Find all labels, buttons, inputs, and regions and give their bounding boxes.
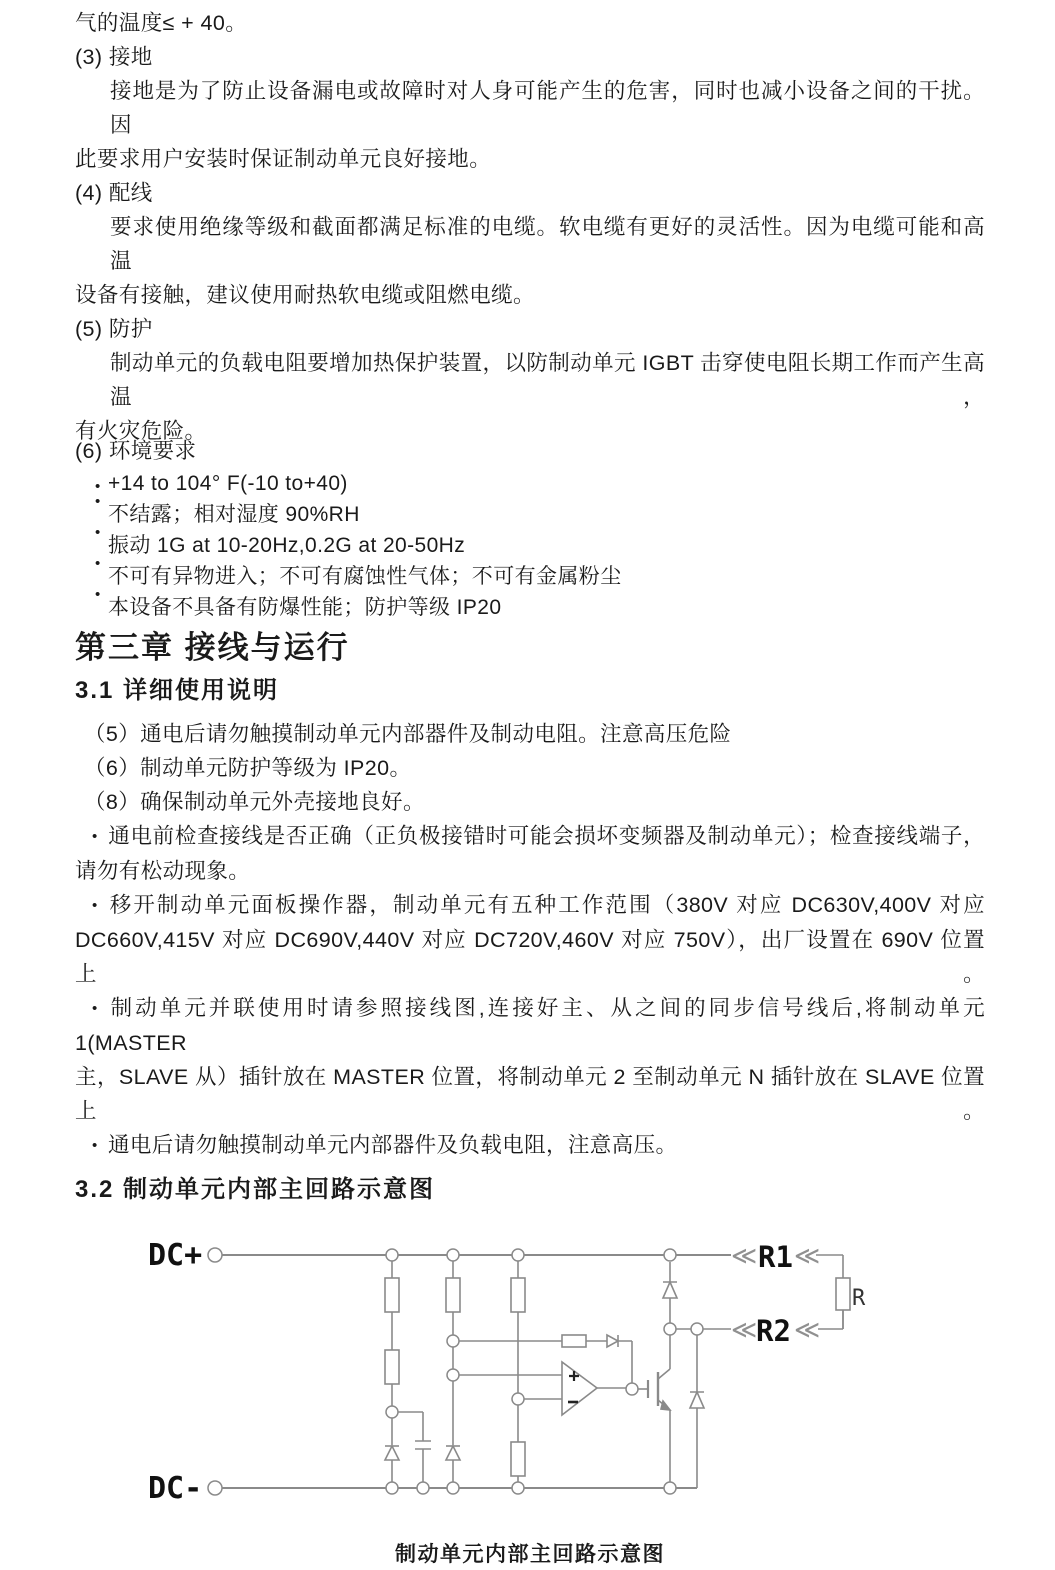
note-item: • 制动单元并联使用时请参照接线图,连接好主、从之间的同步信号线后,将制动单元1(MASTER xyxy=(75,991,985,1060)
chevron-icon: ≪ xyxy=(794,1241,821,1270)
chapter-title: 第三章 接线与运行 xyxy=(75,630,350,665)
env-requirement: • 不结露；相对湿度 90%RH xyxy=(75,499,985,530)
chevron-icon: ≪ xyxy=(731,1241,758,1270)
circuit-diagram-container xyxy=(140,1225,985,1530)
bullet-icon: • xyxy=(95,478,101,495)
r2-label: R2 xyxy=(756,1314,791,1348)
note-item-continuation: 主，SLAVE 从）插针放在 MASTER 位置，将制动单元 2 至制动单元 N 插针放在 SLAVE 位置上。 xyxy=(75,1065,985,1123)
chevron-icon: ≪ xyxy=(731,1315,758,1344)
item-label-grounding: (3) 接地 xyxy=(75,45,153,69)
zener-diode xyxy=(385,1446,399,1460)
dc-minus-label: DC- xyxy=(148,1471,203,1506)
numbered-instructions xyxy=(75,717,985,819)
note-item: • 通电后请勿触摸制动单元内部器件及负载电阻，注意高压。 xyxy=(75,1128,985,1163)
body-line: 设备有接触，建议使用耐热软电缆或阻燃电缆。 xyxy=(75,283,535,307)
bullet-icon: • xyxy=(95,586,101,603)
r1-label: R1 xyxy=(758,1240,793,1274)
dc-plus-terminal xyxy=(208,1248,222,1262)
bullet-icon: • xyxy=(95,493,101,510)
body-line: 要求使用绝缘等级和截面都满足标准的电缆。软电缆有更好的灵活性。因为电缆可能和高温 xyxy=(110,215,985,273)
bullet-icon: • xyxy=(95,555,101,572)
section-3-2-title: 3.2 制动单元内部主回路示意图 xyxy=(75,1176,436,1203)
bullet-icon: • xyxy=(92,828,98,845)
output-diode xyxy=(690,1335,704,1488)
body-line: 制动单元的负载电阻要增加热保护装置，以防制动单元 IGBT 击穿使电阻长期工作而产生高温， xyxy=(110,351,985,409)
igbt-transistor xyxy=(638,1335,670,1482)
body-line: 此要求用户安装时保证制动单元良好接地。 xyxy=(75,147,492,171)
env-requirement: • 本设备不具备有防爆性能；防护等级 IP20 xyxy=(75,592,985,623)
item-label-wiring: (4) 配线 xyxy=(75,181,153,205)
branch-resistor-divider-3 xyxy=(511,1261,525,1482)
dc-plus-label: DC+ xyxy=(148,1238,203,1273)
braking-resistor xyxy=(816,1255,850,1329)
note-item-continuation: DC660V,415V 对应 DC690V,440V 对应 DC720V,460V 对应 750V），出厂设置在 690V 位置上。 xyxy=(75,928,985,986)
instruction-item: （8）确保制动单元外壳接地良好。 xyxy=(84,790,425,814)
r-label: R xyxy=(852,1286,866,1311)
section-3-1-title: 3.1 详细使用说明 xyxy=(75,677,280,704)
item-label-environment: (6) 环境要求 xyxy=(75,439,197,463)
dc-minus-terminal xyxy=(208,1481,222,1495)
figure-caption: 制动单元内部主回路示意图 xyxy=(395,1543,665,1566)
comparator-opamp xyxy=(459,1362,626,1415)
bullet-icon: • xyxy=(92,897,98,914)
zener-diode xyxy=(446,1446,460,1460)
instruction-item: （6）制动单元防护等级为 IP20。 xyxy=(84,756,412,780)
snubber-capacitor xyxy=(398,1412,431,1482)
bullet-icon: • xyxy=(95,524,101,541)
item-label-protection: (5) 防护 xyxy=(75,317,153,341)
circuit-diagram xyxy=(140,1225,900,1525)
diode xyxy=(607,1335,618,1347)
note-item: • 通电前检查接线是否正确（正负极接错时可能会损坏变频器及制动单元）；检查接线端子， xyxy=(75,819,985,854)
bullet-icon: • xyxy=(92,1000,98,1017)
note-item: • 移开制动单元面板操作器，制动单元有五种工作范围（380V 对应 DC630V,400V 对应 xyxy=(75,888,985,923)
body-line: 有火灾危险。 xyxy=(75,419,207,443)
env-requirement: • +14 to 104° F(-10 to+40) xyxy=(75,468,985,499)
instruction-item: （5）通电后请勿触摸制动单元内部器件及制动电阻。注意高压危险 xyxy=(84,722,732,746)
env-requirement: • 不可有异物进入；不可有腐蚀性气体；不可有金属粉尘 xyxy=(75,561,985,592)
freewheel-diode xyxy=(663,1262,677,1323)
chevron-icon: ≪ xyxy=(794,1315,821,1344)
emitter-arrow xyxy=(661,1401,670,1410)
note-item-continuation: 请勿有松动现象。 xyxy=(75,859,251,883)
env-requirement: • 振动 1G at 10-20Hz,0.2G at 20-50Hz xyxy=(75,530,985,561)
bullet-icon: • xyxy=(92,1137,98,1154)
body-line: 气的温度≤ + 40。 xyxy=(75,11,248,35)
body-line: 接地是为了防止设备漏电或故障时对人身可能产生的危害，同时也减小设备之间的干扰。因 xyxy=(110,79,985,137)
feedback-path xyxy=(459,1335,632,1383)
branch-resistor-divider-1 xyxy=(385,1261,399,1482)
